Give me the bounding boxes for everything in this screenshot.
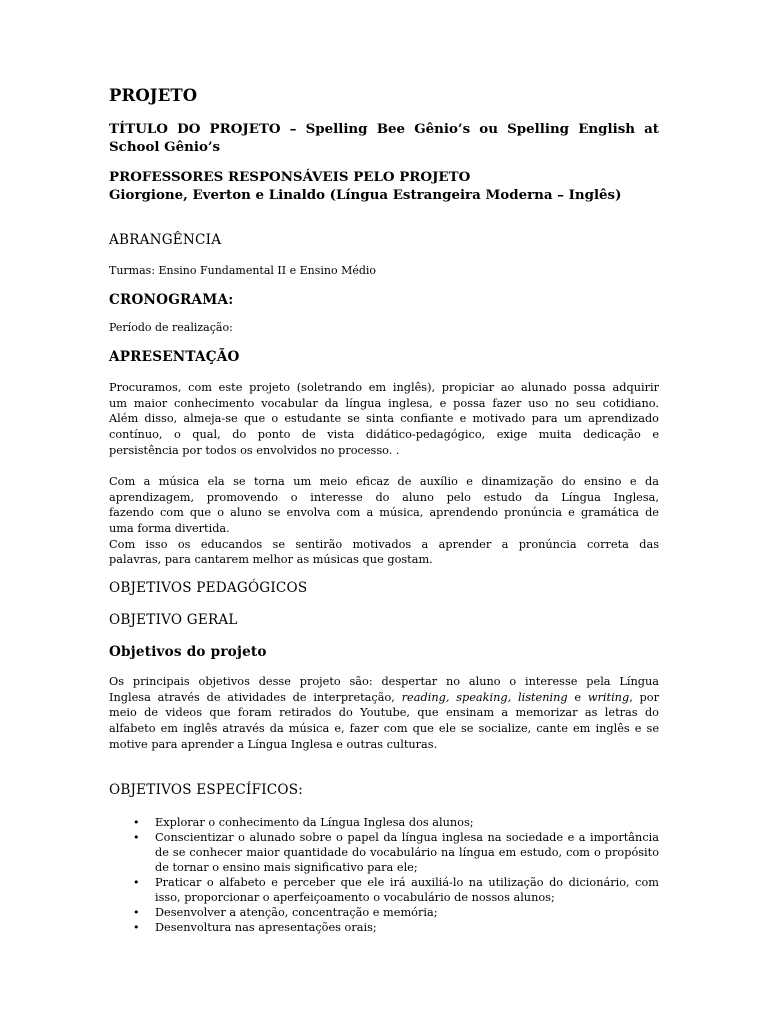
paragraph-line: contínuo, o qual, do ponto de vista didático-pedagógico, exige muita dedicação e bbox=[109, 428, 659, 442]
paragraph-line: palavras, para cantarem melhor as músicas que gostam. bbox=[109, 553, 433, 567]
text-run: e bbox=[567, 690, 588, 704]
paragraph-line: meio de videos que foram retirados do Youtube, que ensinam a memorizar as letras do bbox=[109, 706, 659, 720]
paragraph-line: persistência por todos os envolvidos no processo. . bbox=[109, 443, 400, 457]
section-cronograma: CRONOGRAMA: bbox=[109, 292, 234, 308]
text-run: , por bbox=[629, 690, 659, 704]
paragraph-line: alfabeto em inglês através da música e, fazer com que ele se socialize, cante em inglês e se bbox=[109, 722, 659, 736]
paragraph-line: fazendo com que o aluno se envolva com a música, aprendendo pronúncia e gramática de bbox=[109, 506, 659, 520]
paragraph-line: Com isso os educandos se sentirão motivados a aprender a pronúncia correta das bbox=[109, 537, 659, 551]
paragraph-line: Além disso, almeja-se que o estudante se sinta confiante e motivado para um aprendizado bbox=[109, 412, 659, 426]
list-item-text: Conscientizar o alunado sobre o papel da língua inglesa na sociedade e a importância de se conhecer maior quantidade do vocabulário na língua em estudo, com o propósito de tornar o ensino mais significativo para ele; bbox=[155, 831, 659, 874]
turmas-text: Turmas: Ensino Fundamental II e Ensino Médio bbox=[109, 264, 377, 277]
paragraph-line: uma forma divertida. bbox=[109, 522, 230, 536]
specific-objectives-list bbox=[109, 815, 659, 935]
section-objetivo-geral: OBJETIVO GERAL bbox=[109, 612, 238, 628]
paragraph-line: Com a música ela se torna um meio eficaz de auxílio e dinamização do ensino e da bbox=[109, 475, 659, 488]
bullet-icon: • bbox=[133, 816, 140, 829]
paragraph-line: motive para aprender a Língua Inglesa e outras culturas. bbox=[109, 737, 438, 751]
list-item bbox=[109, 815, 659, 830]
section-objetivos-do-projeto: Objetivos do projeto bbox=[109, 644, 267, 660]
italic-writing: writing bbox=[587, 690, 630, 704]
apresentacao-paragraph-1 bbox=[109, 380, 659, 458]
italic-skills: reading, speaking, listening bbox=[401, 690, 568, 704]
list-item bbox=[109, 920, 659, 935]
paragraph-line-mixed bbox=[109, 690, 659, 706]
section-objetivos-especificos: OBJETIVOS ESPECÍFICOS: bbox=[109, 782, 304, 798]
list-item-text: Explorar o conhecimento da Língua Inglesa dos alunos; bbox=[155, 816, 474, 829]
list-item-text: Desenvoltura nas apresentações orais; bbox=[155, 921, 377, 934]
bullet-icon: • bbox=[133, 876, 140, 889]
text-run: Inglesa através de atividades de interpretação, bbox=[109, 690, 402, 704]
section-abrangencia: ABRANGÊNCIA bbox=[109, 232, 222, 248]
list-item-text: Desenvolver a atenção, concentração e memória; bbox=[155, 906, 438, 919]
project-title: TÍTULO DO PROJETO – Spelling Bee Gênio’s ou Spelling English at School Gênio’s bbox=[109, 121, 659, 155]
bullet-icon: • bbox=[133, 906, 140, 919]
list-item bbox=[109, 875, 659, 905]
apresentacao-paragraph-2 bbox=[109, 474, 659, 568]
list-item bbox=[109, 830, 659, 875]
section-apresentacao: APRESENTAÇÃO bbox=[109, 349, 240, 365]
bullet-icon: • bbox=[133, 921, 140, 934]
professors-names: Giorgione, Everton e Linaldo (Língua Estrangeira Moderna – Inglês) bbox=[109, 187, 622, 203]
periodo-text: Período de realização: bbox=[109, 321, 233, 334]
bullet-icon: • bbox=[133, 831, 140, 844]
objetivos-paragraph bbox=[109, 674, 659, 752]
doc-heading-projeto: PROJETO bbox=[109, 86, 198, 105]
list-item bbox=[109, 905, 659, 920]
paragraph-line: Procuramos, com este projeto (soletrando em inglês), propiciar ao alunado possa adquirir bbox=[109, 381, 659, 394]
professors-heading: PROFESSORES RESPONSÁVEIS PELO PROJETO bbox=[109, 169, 471, 185]
list-item-text: Praticar o alfabeto e perceber que ele irá auxiliá-lo na utilização do dicionário, com isso, proporcionar o aperfeiçoamento o vocabulário de nossos alunos; bbox=[155, 876, 659, 904]
paragraph-line: Os principais objetivos desse projeto são: despertar no aluno o interesse pela Língua bbox=[109, 675, 659, 688]
section-objetivos-pedagogicos: OBJETIVOS PEDAGÓGICOS bbox=[109, 580, 308, 596]
paragraph-line: aprendizagem, promovendo o interesse do aluno pelo estudo da Língua Inglesa, bbox=[109, 490, 659, 504]
paragraph-line: um maior conhecimento vocabular da língua inglesa, e possa fazer uso no seu cotidiano. bbox=[109, 396, 659, 410]
